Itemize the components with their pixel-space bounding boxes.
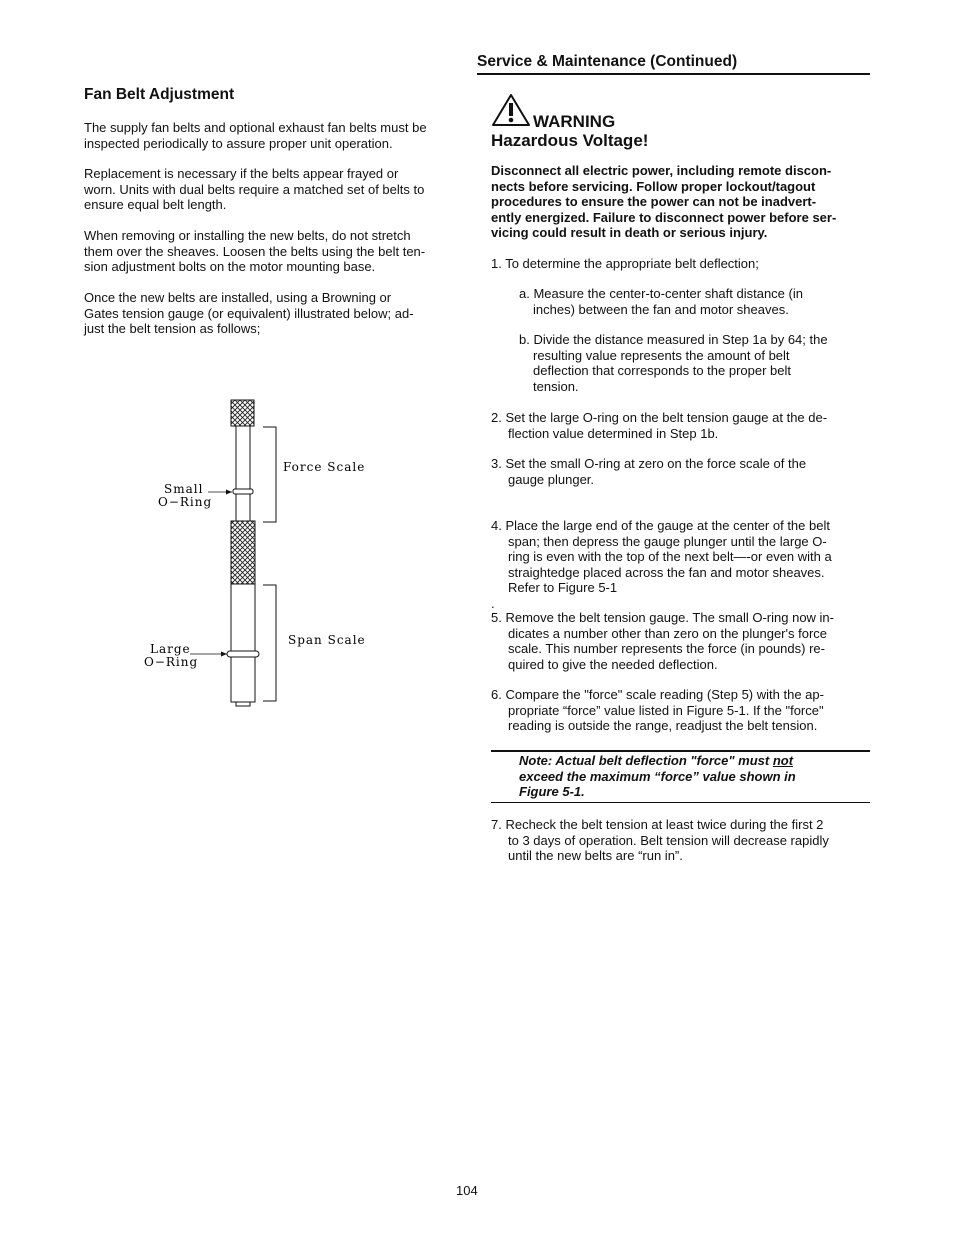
- text-line: sion adjustment bolts on the motor mounting base.: [84, 259, 376, 274]
- text-line: resulting value represents the amount of belt: [533, 347, 790, 363]
- large-oring-label-line-1: Large: [150, 642, 191, 656]
- text-line: just the belt tension as follows;: [84, 321, 261, 336]
- text-line: Once the new belts are installed, using a Browning or: [84, 290, 392, 305]
- text-line: The supply fan belts and optional exhaust fan belts must be: [84, 120, 427, 135]
- text-line: 5. Remove the belt tension gauge. The small O-ring now in-: [491, 610, 834, 625]
- left-paragraph-2: [84, 166, 469, 213]
- left-paragraph-1: [84, 120, 469, 151]
- plunger-upper: [236, 426, 250, 521]
- stray-dot: .: [491, 596, 495, 611]
- top-cap: [231, 400, 254, 426]
- note-line-1: [519, 753, 859, 769]
- text-line: 4. Place the large end of the gauge at the center of the belt: [491, 518, 830, 533]
- text-line: quired to give the needed deflection.: [508, 656, 718, 672]
- text-line: ring is even with the top of the next belt—-or even with a: [508, 549, 832, 564]
- step-1a: [519, 286, 879, 317]
- large-oring-band: [227, 651, 259, 657]
- text-line: deflection that corresponds to the proper belt: [533, 363, 791, 378]
- small-oring-label-line-1: Small: [164, 482, 204, 496]
- text-line: worn. Units with dual belts require a matched set of belts to: [84, 181, 425, 197]
- note-line-2: exceed the maximum “force” value shown in: [519, 768, 796, 784]
- warning-text: [491, 163, 876, 241]
- text-line: ensure equal belt length.: [84, 197, 227, 212]
- barrel: [231, 584, 255, 702]
- step-3: [491, 456, 876, 487]
- text-line: reading is outside the range, readjust the belt tension.: [508, 718, 818, 733]
- step-7: [491, 817, 876, 864]
- force-scale-bracket: [263, 427, 276, 522]
- page-number: 104: [456, 1183, 478, 1198]
- bottom-tip: [236, 702, 250, 706]
- gauge-body: [227, 400, 259, 706]
- text-line: Refer to Figure 5-1: [508, 580, 618, 595]
- text-line: inches) between the fan and motor sheaves.: [533, 301, 789, 317]
- note-top-rule: [491, 750, 870, 752]
- section-title: Service & Maintenance (Continued): [477, 53, 738, 70]
- text-line: b. Divide the distance measured in Step 1a by 64; the: [519, 332, 828, 347]
- belt-tension-gauge-diagram: [130, 390, 390, 720]
- text-line: nects before servicing. Follow proper lockout/tagout: [491, 178, 816, 194]
- note-line-1-text: Note: Actual belt deflection "force" must: [519, 753, 773, 768]
- left-paragraph-3: [84, 228, 469, 275]
- span-scale-label: Span Scale: [288, 633, 366, 647]
- step-1: 1. To determine the appropriate belt deflection;: [491, 256, 759, 271]
- force-scale-label: Force Scale: [283, 460, 366, 474]
- large-oring-label-line-2: O−Ring: [144, 655, 199, 669]
- text-line: Gates tension gauge (or equivalent) illustrated below; ad-: [84, 305, 414, 321]
- header-rule: [477, 73, 870, 75]
- step-1b: [519, 332, 879, 394]
- hatched-grip: [231, 521, 255, 584]
- text-line: Replacement is necessary if the belts appear frayed or: [84, 166, 399, 181]
- text-line: scale. This number represents the force (in pounds) re-: [508, 641, 825, 656]
- note-line-3: Figure 5-1.: [519, 784, 585, 799]
- note-bottom-rule: [491, 802, 870, 803]
- text-line: inspected periodically to assure proper unit operation.: [84, 135, 393, 151]
- text-line: until the new belts are “run in”.: [508, 848, 683, 863]
- step-4: [491, 518, 876, 596]
- warning-triangle-icon: [491, 93, 531, 127]
- note-emphasis-not: not: [772, 753, 794, 768]
- text-line: gauge plunger.: [508, 471, 595, 487]
- text-line: straightedge placed across the fan and motor sheaves.: [508, 564, 825, 580]
- text-line: dicates a number other than zero on the plunger's force: [508, 625, 828, 641]
- text-line: span; then depress the gauge plunger until the large O-: [508, 533, 827, 549]
- note-text: [519, 753, 859, 800]
- text-line: 7. Recheck the belt tension at least twice during the first 2: [491, 817, 824, 832]
- text-line: Disconnect all electric power, including remote discon-: [491, 163, 832, 178]
- text-line: procedures to ensure the power can not be inadvert-: [491, 194, 817, 209]
- text-line: vicing could result in death or serious injury.: [491, 225, 768, 240]
- large-oring-arrowhead: [221, 652, 227, 657]
- text-line: tension.: [533, 378, 579, 394]
- text-line: to 3 days of operation. Belt tension will decrease rapidly: [508, 832, 829, 848]
- fan-belt-heading: Fan Belt Adjustment: [84, 86, 235, 103]
- warning-title: WARNING: [533, 112, 616, 131]
- text-line: flection value determined in Step 1b.: [508, 425, 719, 441]
- step-5: [491, 610, 876, 672]
- text-line: propriate “force” value listed in Figure 5-1. If the "force": [508, 702, 824, 718]
- small-oring-band: [233, 489, 253, 494]
- text-line: ently energized. Failure to disconnect power before ser-: [491, 209, 837, 225]
- text-line: a. Measure the center-to-center shaft distance (in: [519, 286, 803, 301]
- small-oring-arrowhead: [226, 490, 232, 495]
- small-oring-label-line-2: O−Ring: [158, 495, 213, 509]
- warning-subtitle: Hazardous Voltage!: [491, 131, 649, 150]
- step-6: [491, 687, 876, 734]
- text-line: 3. Set the small O-ring at zero on the force scale of the: [491, 456, 807, 471]
- text-line: 6. Compare the "force" scale reading (Step 5) with the ap-: [491, 687, 824, 702]
- text-line: 2. Set the large O-ring on the belt tension gauge at the de-: [491, 410, 828, 425]
- text-line: them over the sheaves. Loosen the belts using the belt ten-: [84, 243, 426, 259]
- left-paragraph-4: [84, 290, 469, 337]
- span-scale-bracket: [263, 585, 276, 701]
- text-line: When removing or installing the new belts, do not stretch: [84, 228, 411, 243]
- step-2: [491, 410, 876, 441]
